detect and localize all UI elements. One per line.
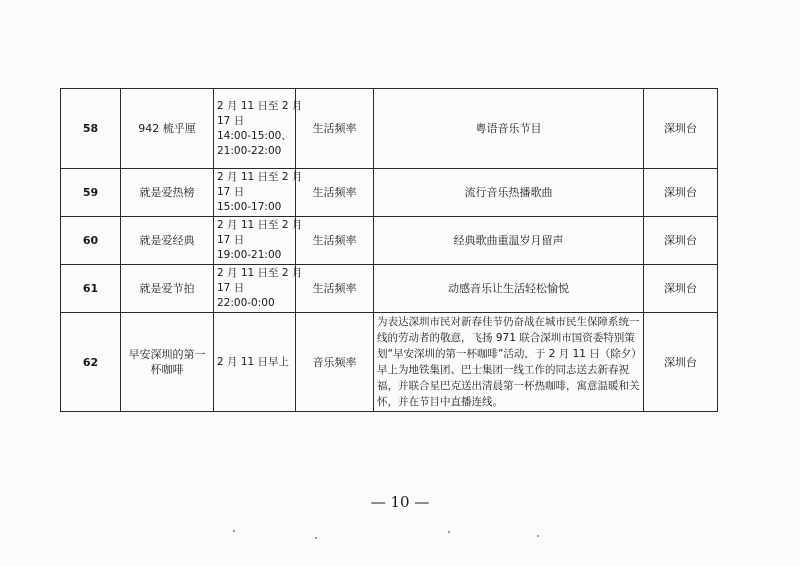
broadcast-time <box>214 217 303 265</box>
program-content: 流行音乐热播歌曲 <box>374 169 644 217</box>
broadcast-time <box>214 89 303 169</box>
broadcast-time <box>214 313 296 412</box>
time-line: 22:00-0:00 <box>217 297 275 309</box>
program-name: 就是爱节拍 <box>121 265 214 313</box>
time-line: 2 月 11 日至 2 月 <box>217 99 303 112</box>
program-name: 早安深圳的第一杯咖啡 <box>121 313 214 412</box>
page-number: — 10 — <box>370 493 430 511</box>
time-line: 19:00-21:00 <box>217 249 282 261</box>
broadcast-time <box>214 169 303 217</box>
station-name: 深圳台 <box>644 89 718 169</box>
table-row <box>61 89 718 169</box>
time-line: 2 月 11 日至 2 月 <box>217 267 303 279</box>
channel-frequency: 音乐频率 <box>296 313 374 412</box>
program-name: 就是爱热榜 <box>121 169 214 217</box>
scan-speck <box>537 535 539 537</box>
row-number: 61 <box>61 265 121 313</box>
program-content: 动感音乐让生活轻松愉悦 <box>374 265 644 313</box>
station-name: 深圳台 <box>644 265 718 313</box>
program-content: 为表达深圳市民对新春佳节仍奋战在城市民生保障系统一线的劳动者的敬意，飞扬 971 联合深圳市国资委特别策划“早安深圳的第一杯咖啡”活动，于 2 月 11 日（除夕）早上为地铁集团、巴士集团一线工作的同志送去新春祝福，并联合星巴克送出清晨第一杯热咖啡，寓意温暖和关怀，并在节目中直播连线。 <box>374 313 644 412</box>
row-number: 62 <box>61 313 121 412</box>
channel-frequency: 生活频率 <box>296 169 374 217</box>
channel-frequency: 生活频率 <box>296 265 374 313</box>
program-name: 942 梳乎厘 <box>121 89 214 169</box>
broadcast-time <box>214 265 303 313</box>
program-table <box>60 88 718 412</box>
station-name: 深圳台 <box>644 217 718 265</box>
time-line: 2 月 11 日至 2 月 <box>217 219 303 231</box>
table-row <box>61 217 718 265</box>
channel-frequency: 生活频率 <box>296 89 374 169</box>
time-line: 14:00-15:00、 <box>217 129 292 142</box>
time-line: 15:00-17:00 <box>217 201 282 213</box>
channel-frequency: 生活频率 <box>296 217 374 265</box>
row-number: 58 <box>61 89 121 169</box>
time-line: 17 日 <box>217 114 245 127</box>
station-name: 深圳台 <box>644 169 718 217</box>
row-number: 60 <box>61 217 121 265</box>
time-line: 17 日 <box>217 186 245 198</box>
time-line: 17 日 <box>217 282 245 294</box>
scan-speck <box>233 530 235 532</box>
station-name: 深圳台 <box>644 313 718 412</box>
scan-speck <box>315 537 317 539</box>
table-row <box>61 313 718 412</box>
program-content: 粤语音乐节目 <box>374 89 644 169</box>
row-number: 59 <box>61 169 121 217</box>
program-content: 经典歌曲重温岁月留声 <box>374 217 644 265</box>
program-name: 就是爱经典 <box>121 217 214 265</box>
table-row <box>61 169 718 217</box>
time-line: 2 月 11 日早上 <box>217 355 290 368</box>
scan-speck <box>448 531 450 533</box>
table-row <box>61 265 718 313</box>
time-line: 2 月 11 日至 2 月 <box>217 171 303 183</box>
time-line: 21:00-22:00 <box>217 144 282 157</box>
time-line: 17 日 <box>217 234 245 246</box>
